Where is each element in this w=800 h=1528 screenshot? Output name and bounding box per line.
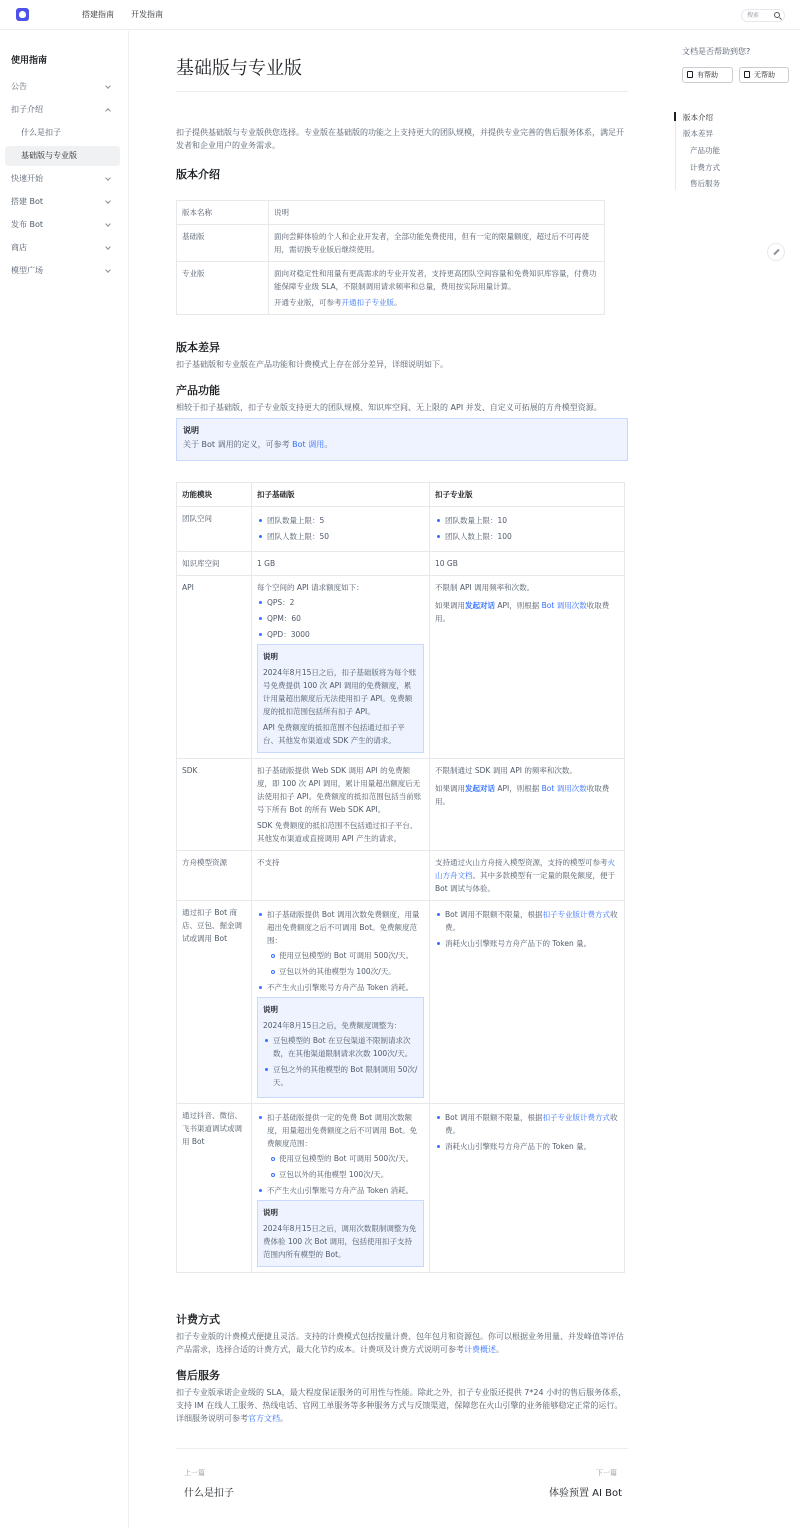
sdk-pro-p2 bbox=[435, 782, 619, 808]
sidebar-item-model-square[interactable] bbox=[5, 261, 120, 281]
table-row bbox=[177, 901, 625, 1104]
coze-logo-icon[interactable] bbox=[16, 8, 29, 21]
sidebar-item-announcement[interactable] bbox=[5, 77, 120, 97]
sidebar-item-label: 公告 bbox=[11, 82, 27, 91]
bullet-list bbox=[435, 908, 619, 950]
billing-paragraph bbox=[176, 1330, 628, 1356]
bullet-list bbox=[435, 1111, 619, 1153]
table-cell bbox=[430, 507, 625, 552]
pro-billing-link[interactable]: 扣子专业版计费方式 bbox=[542, 1113, 611, 1122]
chevron-down-icon bbox=[105, 221, 111, 227]
note-text: API 免费额度的抵扣范围不包括通过扣子平台、其他发布渠道或 SDK 产生的请求。 bbox=[263, 723, 405, 745]
sidebar-item-label: 扣子介绍 bbox=[11, 105, 43, 114]
table-cell bbox=[252, 759, 430, 851]
not-helpful-button[interactable] bbox=[739, 67, 789, 83]
sidebar-item-publish-bot[interactable] bbox=[5, 215, 120, 235]
toc-item-version-diff[interactable]: 版本差异 bbox=[683, 129, 713, 138]
text-span: 支持通过火山方舟接入模型资源，支持的模型可参考 bbox=[435, 858, 608, 867]
list-item bbox=[257, 1111, 424, 1181]
table-header-cell: 功能模块 bbox=[177, 483, 252, 507]
table-cell bbox=[430, 759, 625, 851]
list-item: 消耗火山引擎账号方舟产品下的 Token 量。 bbox=[435, 937, 619, 950]
official-docs-link[interactable]: 官方文档 bbox=[248, 1414, 280, 1423]
start-chat-link[interactable]: 发起对话 bbox=[465, 601, 495, 610]
api-pro-p2 bbox=[435, 599, 619, 625]
table-cell: 方舟模型资源 bbox=[177, 851, 252, 901]
start-chat-link[interactable]: 发起对话 bbox=[465, 784, 495, 793]
note-text: 2024年8月15日之后，免费额度调整为： bbox=[263, 1021, 402, 1030]
text-span: 。 bbox=[280, 1414, 288, 1423]
next-label: 下一篇 bbox=[596, 1469, 617, 1477]
list-item: QPD：3000 bbox=[257, 628, 424, 641]
footer-divider bbox=[176, 1448, 628, 1449]
heading-service: 售后服务 bbox=[176, 1369, 220, 1382]
table-cell bbox=[252, 507, 430, 552]
helpful-label: 有帮助 bbox=[697, 71, 718, 79]
table-cell bbox=[252, 576, 430, 759]
billing-overview-link[interactable]: 计费概述 bbox=[464, 1345, 496, 1354]
sidebar-item-coze-intro[interactable] bbox=[5, 100, 120, 120]
list-item: 豆包以外的其他模型 100次/天。 bbox=[269, 1168, 424, 1181]
note-text: 2024年8月15日之后，扣子基础版将为每个账号免费提供 100 次 API 调用的免费额度，累计用量超出额度后无法使用扣子 API。免费额度的抵扣范围包括所有扣子 API。 bbox=[263, 668, 417, 716]
text-span: 扣子基础版提供一定的免费 Bot 调用次数额度，用量超出免费额度之后不可调用 Bot。免费额度范围： bbox=[267, 1113, 418, 1148]
text-span: 。 bbox=[496, 1345, 504, 1354]
table-row bbox=[177, 576, 625, 759]
search-input[interactable] bbox=[741, 9, 785, 22]
table-header-cell: 说明 bbox=[269, 201, 605, 225]
prev-label: 上一篇 bbox=[184, 1469, 205, 1477]
table-cell bbox=[252, 1104, 430, 1273]
bullet-list bbox=[435, 514, 619, 543]
pro-open-prefix: 开通专业版，可参考 bbox=[274, 298, 342, 307]
table-cell bbox=[269, 262, 605, 315]
note-title: 说明 bbox=[263, 1208, 278, 1217]
text-span: 收取费用。 bbox=[435, 601, 610, 623]
intro-paragraph: 扣子提供基础版与专业版供您选择。专业版在基础版的功能之上支持更大的团队规模，并提供专业完善的售后服务体系，满足开发者和企业用户的业务需求。 bbox=[176, 128, 624, 150]
sidebar-item-label: 搭建 Bot bbox=[11, 197, 44, 206]
chevron-down-icon bbox=[105, 175, 111, 181]
table-cell: 1 GB bbox=[252, 552, 430, 576]
sidebar-title: 使用指南 bbox=[11, 56, 48, 66]
list-item: QPM：60 bbox=[257, 612, 424, 625]
sdk-pro-p1: 不限制通过 SDK 调用 API 的频率和次数。 bbox=[435, 766, 577, 775]
table-row bbox=[177, 201, 605, 225]
heading-billing: 计费方式 bbox=[176, 1313, 220, 1326]
table-cell: 通过扣子 Bot 商店、豆包、掘金调试或调用 Bot bbox=[177, 901, 252, 1104]
callout-text bbox=[183, 438, 621, 452]
bullet-list bbox=[257, 1111, 424, 1197]
sidebar-item-label: 快速开始 bbox=[11, 174, 43, 183]
search-placeholder: 搜索 bbox=[747, 12, 760, 19]
table-cell: 知识库空间 bbox=[177, 552, 252, 576]
not-helpful-label: 无帮助 bbox=[754, 71, 775, 79]
list-item: 不产生火山引擎账号方舟产品 Token 消耗。 bbox=[257, 981, 424, 994]
service-paragraph bbox=[176, 1386, 628, 1425]
list-item: QPS：2 bbox=[257, 596, 424, 609]
list-item: 团队数量上限：10 bbox=[435, 514, 619, 527]
list-item: 使用豆包模型的 Bot 可调用 500次/天。 bbox=[269, 1152, 424, 1165]
api-note bbox=[257, 644, 424, 753]
table-header-cell: 版本名称 bbox=[177, 201, 269, 225]
store-note bbox=[257, 997, 424, 1098]
table-row bbox=[177, 483, 625, 507]
bullet-list bbox=[257, 908, 424, 994]
table-cell: 通过抖音、微信、飞书渠道调试或调用 Bot bbox=[177, 1104, 252, 1273]
table-cell bbox=[430, 851, 625, 901]
toc-item-service[interactable]: 售后服务 bbox=[690, 179, 720, 188]
table-cell bbox=[430, 1104, 625, 1273]
table-row bbox=[177, 225, 605, 262]
toc-item-version-intro[interactable]: 版本介绍 bbox=[683, 113, 713, 122]
chevron-down-icon bbox=[105, 198, 111, 204]
text-span: 扣子基础版提供 Bot 调用次数免费额度，用量超出免费额度之后不可调用 Bot。免费额度范围： bbox=[267, 910, 420, 945]
list-item: 消耗火山引擎账号方舟产品下的 Token 量。 bbox=[435, 1140, 619, 1153]
ark-docs-link[interactable]: 火山方舟文档 bbox=[435, 858, 615, 880]
chevron-up-icon bbox=[105, 108, 111, 114]
thumbs-up-icon bbox=[687, 71, 693, 78]
table-cell: 面向尝鲜体验的个人和企业开发者，全部功能免费使用，但有一定的限量额度，超过后不可再使用，需切换专业版后继续使用。 bbox=[269, 225, 605, 262]
table-cell: 不支持 bbox=[252, 851, 430, 901]
table-row bbox=[177, 552, 625, 576]
table-cell bbox=[252, 901, 430, 1104]
callout-title: 说明 bbox=[183, 426, 199, 435]
nav-build-guide[interactable]: 搭建指南 bbox=[82, 10, 114, 19]
pencil-icon bbox=[773, 249, 779, 255]
table-row bbox=[177, 507, 625, 552]
sidebar-item-store[interactable] bbox=[5, 238, 120, 258]
chevron-down-icon bbox=[105, 244, 111, 250]
diff-paragraph: 扣子基础版和专业版在产品功能和计费模式上存在部分差异，详细说明如下。 bbox=[176, 360, 448, 369]
text-span: 收费。 bbox=[445, 1113, 618, 1135]
open-pro-link[interactable]: 开通扣子专业版 bbox=[341, 298, 394, 307]
search-icon[interactable] bbox=[774, 12, 780, 18]
note-title: 说明 bbox=[263, 1005, 278, 1014]
sidebar-item-what-is-coze[interactable] bbox=[5, 123, 120, 143]
text-span: API，则根据 bbox=[495, 784, 542, 793]
table-row bbox=[177, 1104, 625, 1273]
sidebar-item-label: 发布 Bot bbox=[11, 220, 44, 229]
toc-active-indicator bbox=[674, 112, 676, 121]
note-text: 2024年8月15日之后，调用次数限制调整为免费体验 100 次 Bot 调用，包括使用扣子支持范围内所有模型的 Bot。 bbox=[263, 1224, 417, 1259]
api-pro-p1: 不限制 API 调用频率和次数。 bbox=[435, 583, 535, 592]
sidebar-item-label: 模型广场 bbox=[11, 266, 43, 275]
table-cell: 专业版 bbox=[177, 262, 269, 315]
toc-item-billing[interactable]: 计费方式 bbox=[690, 163, 720, 172]
list-item bbox=[435, 1111, 619, 1137]
features-paragraph: 相较于扣子基础版，扣子专业版支持更大的团队规模、知识库空间、无上限的 API 并发、自定义可拓展的方舟模型资源。 bbox=[176, 403, 602, 412]
pro-open-line bbox=[274, 296, 599, 309]
text-span: 收费。 bbox=[445, 910, 618, 932]
heading-version-diff: 版本差异 bbox=[176, 341, 220, 354]
sdk-basic-p2: SDK 免费额度的抵扣范围不包括通过扣子平台、其他发布渠道或直接调用 API 产生的请求。 bbox=[257, 821, 418, 843]
list-item: 豆包之外的其他模型的 Bot 限制调用 50次/天。 bbox=[263, 1063, 418, 1089]
top-bar bbox=[0, 0, 800, 30]
api-basic-intro: 每个空间的 API 请求额度如下： bbox=[257, 583, 364, 592]
helpful-button[interactable] bbox=[682, 67, 733, 83]
sidebar-item-label: 商店 bbox=[11, 243, 27, 252]
bot-call-link[interactable]: Bot 调用 bbox=[292, 440, 325, 449]
list-item bbox=[435, 908, 619, 934]
table-cell bbox=[430, 901, 625, 1104]
pro-open-suffix: 。 bbox=[394, 298, 402, 307]
next-page-link[interactable]: 体验预置 AI Bot bbox=[549, 1488, 623, 1499]
note-title: 说明 bbox=[263, 652, 278, 661]
heading-version-intro: 版本介绍 bbox=[176, 168, 220, 181]
sidebar-item-build-bot[interactable] bbox=[5, 192, 120, 212]
callout-note bbox=[176, 418, 628, 461]
table-cell: 团队空间 bbox=[177, 507, 252, 552]
page-title: 基础版与专业版 bbox=[176, 58, 302, 79]
list-item: 豆包以外的其他模型为 100次/天。 bbox=[269, 965, 424, 978]
table-cell: API bbox=[177, 576, 252, 759]
sidebar-item-basic-vs-pro[interactable] bbox=[5, 146, 120, 166]
sub-list bbox=[269, 949, 424, 978]
list-item: 团队人数上限：100 bbox=[435, 530, 619, 543]
features-table bbox=[176, 482, 625, 1273]
table-cell: 10 GB bbox=[430, 552, 625, 576]
heading-features: 产品功能 bbox=[176, 384, 220, 397]
title-divider bbox=[176, 91, 628, 92]
text-span: API，则根据 bbox=[495, 601, 542, 610]
help-question: 文档是否帮助到您? bbox=[682, 47, 751, 56]
toc-track bbox=[675, 112, 676, 190]
callout-suffix: 。 bbox=[324, 440, 333, 449]
thumbs-down-icon bbox=[744, 71, 750, 78]
prev-page-link[interactable]: 什么是扣子 bbox=[184, 1488, 234, 1499]
list-item: 不产生火山引擎账号方舟产品 Token 消耗。 bbox=[257, 1184, 424, 1197]
sdk-basic-p1: 扣子基础版提供 Web SDK 调用 API 的免费额度，即 100 次 API 调用，累计用量超出额度后无法使用扣子 API。免费额度的抵扣范围包括当前账号下所有 Bot 的所有 Web SDK API。 bbox=[257, 766, 422, 814]
sidebar-item-label: 什么是扣子 bbox=[21, 128, 61, 137]
bullet-list bbox=[257, 596, 424, 641]
text-span: 收取费用。 bbox=[435, 784, 610, 806]
sub-list bbox=[269, 1152, 424, 1181]
pro-billing-link[interactable]: 扣子专业版计费方式 bbox=[542, 910, 611, 919]
callout-prefix: 关于 Bot 调用的定义，可参考 bbox=[183, 440, 293, 449]
text-span: Bot 调用不限额不限量，根据 bbox=[445, 910, 543, 919]
toc-item-features[interactable]: 产品功能 bbox=[690, 146, 720, 155]
table-row bbox=[177, 262, 605, 315]
text-span: 扣子专业版承诺企业级的 SLA，最大程度保证服务的可用性与性能。除此之外，扣子专业版还提供 7*24 小时的售后服务体系，支持 IM 在线人工服务、热线电话、官网工单服务等多种服务方式与反馈渠道，保障您在火山引擎的业务能够稳定正常的运行。详细服务说明可参考 bbox=[176, 1388, 627, 1423]
table-row bbox=[177, 851, 625, 901]
text-span: Bot 调用不限额不限量，根据 bbox=[445, 1113, 543, 1122]
version-table bbox=[176, 200, 605, 315]
chevron-down-icon bbox=[105, 267, 111, 273]
list-item: 豆包模型的 Bot 在豆包渠道不限制请求次数，在其他渠道限制请求次数 100次/天。 bbox=[263, 1034, 418, 1060]
nav-dev-guide[interactable]: 开发指南 bbox=[131, 10, 163, 19]
list-item: 团队人数上限：50 bbox=[257, 530, 424, 543]
list-item: 使用豆包模型的 Bot 可调用 500次/天。 bbox=[269, 949, 424, 962]
list-item: 团队数量上限：5 bbox=[257, 514, 424, 527]
list-item bbox=[257, 908, 424, 978]
sidebar bbox=[0, 31, 129, 1528]
table-header-cell: 扣子专业版 bbox=[430, 483, 625, 507]
sidebar-item-quick-start[interactable] bbox=[5, 169, 120, 189]
table-cell: 基础版 bbox=[177, 225, 269, 262]
table-row bbox=[177, 759, 625, 851]
bot-call-count-link[interactable]: Bot 调用次数 bbox=[541, 601, 587, 610]
text-span: 扣子专业版的计费模式便捷且灵活。支持的计费模式包括按量计费、包年包月和资源包。你可以根据业务用量、并发峰值等评估产品需求，选择合适的计费方式，最大化节约成本。计费项及计费方式说明可参考 bbox=[176, 1332, 624, 1354]
channels-note bbox=[257, 1200, 424, 1267]
sidebar-item-label: 基础版与专业版 bbox=[21, 151, 77, 160]
bullet-list bbox=[263, 1034, 418, 1089]
bullet-list bbox=[257, 514, 424, 543]
chevron-down-icon bbox=[105, 83, 111, 89]
text-span: 如果调用 bbox=[435, 601, 465, 610]
text-span: 如果调用 bbox=[435, 784, 465, 793]
table-cell bbox=[430, 576, 625, 759]
table-cell: SDK bbox=[177, 759, 252, 851]
edit-button[interactable] bbox=[767, 243, 785, 261]
bot-call-count-link[interactable]: Bot 调用次数 bbox=[541, 784, 587, 793]
pro-description: 面向对稳定性和用量有更高需求的专业开发者，支持更高团队空间容量和免费知识库容量，付费功能保障专业级 SLA，不限制调用请求频率和总量，费用按实际用量计算。 bbox=[274, 269, 597, 291]
table-header-cell: 扣子基础版 bbox=[252, 483, 430, 507]
text-span: 。其中多款模型有一定量的限免额度，便于 Bot 调试与体验。 bbox=[435, 871, 615, 893]
